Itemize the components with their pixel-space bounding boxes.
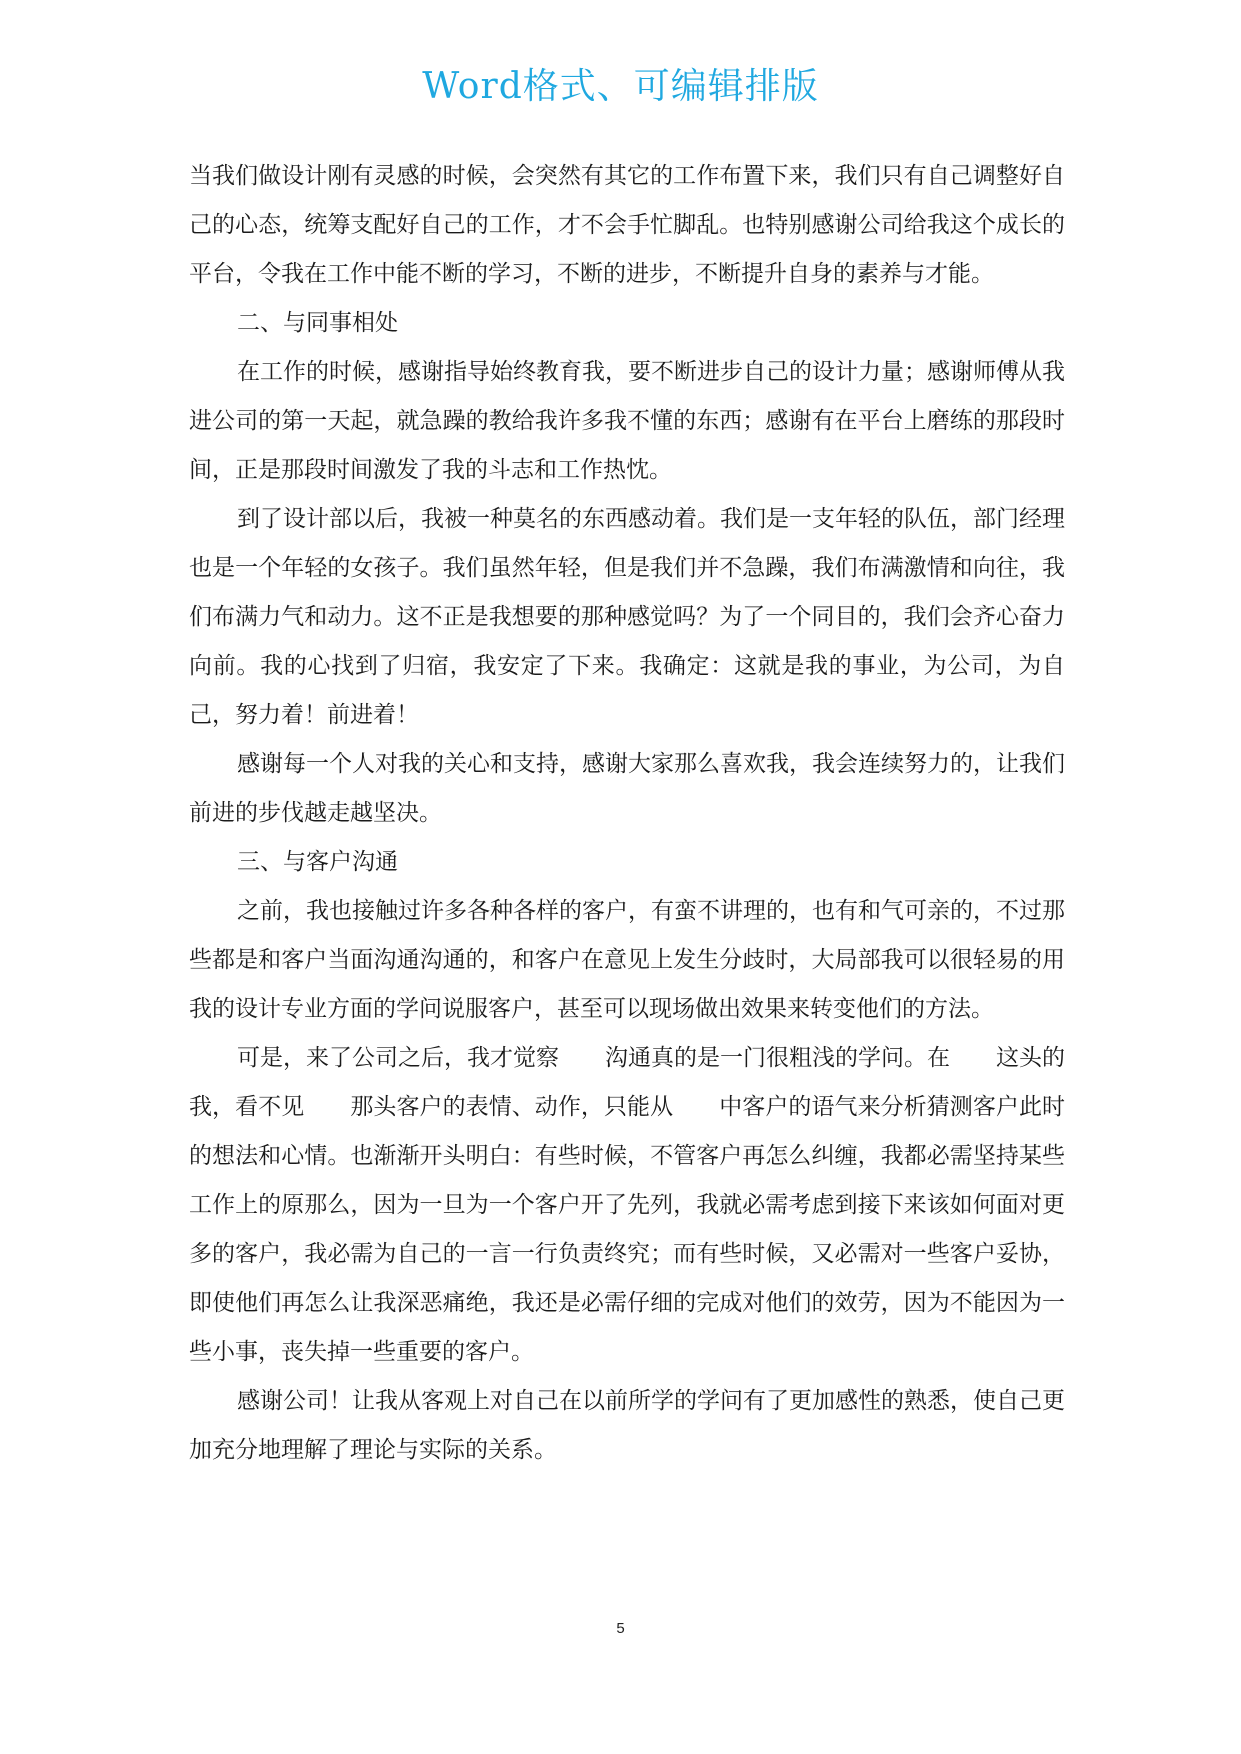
paragraph: 感谢公司！让我从客观上对自己在以前所学的学问有了更加感性的熟悉，使自己更加充分地理解了理论与实际的关系。 <box>189 1388 1065 1463</box>
paragraph: 当我们做设计刚有灵感的时候，会突然有其它的工作布置下来，我们只有自己调整好自己的心态，统筹支配好自己的工作，才不会手忙脚乱。也特别感谢公司给我这个成长的平台，令我在工作中能不断的学习，不断的进步，不断提升自身的素养与才能。 <box>189 163 1065 287</box>
paragraph: 感谢每一个人对我的关心和支持，感谢大家那么喜欢我，我会连续努力的，让我们前进的步伐越走越坚决。 <box>189 751 1065 826</box>
document-body <box>189 152 1065 1475</box>
paragraph: 之前，我也接触过许多各种各样的客户，有蛮不讲理的，也有和气可亲的，不过那些都是和客户当面沟通沟通的，和客户在意见上发生分歧时，大局部我可以很轻易的用我的设计专业方面的学问说服客户，甚至可以现场做出效果来转变他们的方法。 <box>189 898 1065 1022</box>
page-number: 5 <box>616 1620 625 1637</box>
paragraph: 在工作的时候，感谢指导始终教育我，要不断进步自己的设计力量；感谢师傅从我进公司的第一天起，就急躁的教给我许多我不懂的东西；感谢有在平台上磨练的那段时间，正是那段时间激发了我的斗志和工作热忱。 <box>189 359 1065 483</box>
section-heading-colleagues: 二、与同事相处 <box>237 310 398 336</box>
page-header-title: Word格式、可编辑排版 <box>422 66 819 107</box>
paragraph: 到了设计部以后，我被一种莫名的东西感动着。我们是一支年轻的队伍，部门经理也是一个年轻的女孩子。我们虽然年轻，但是我们并不急躁，我们布满激情和向往，我们布满力气和动力。这不正是我想要的那种感觉吗？为了一个同目的，我们会齐心奋力向前。我的心找到了归宿，我安定了下来。我确定：这就是我的事业，为公司，为自己，努力着！前进着！ <box>189 506 1065 728</box>
section-heading-customers: 三、与客户沟通 <box>237 849 398 875</box>
paragraph: 可是，来了公司之后，我才觉察 沟通真的是一门很粗浅的学问。在 这头的我，看不见 那头客户的表情、动作，只能从 中客户的语气来分析猜测客户此时的想法和心情。也渐渐开头明白：有些时候，不管客户再怎么纠缠，我都必需坚持某些工作上的原那么，因为一旦为一个客户开了先列，我就必需考虑到接下来该如何面对更多的客户，我必需为自己的一言一行负责终究；而有些时候，又必需对一些客户妥协，即使他们再怎么让我深恶痛绝，我还是必需仔细的完成对他们的效劳，因为不能因为一些小事，丧失掉一些重要的客户。 <box>189 1045 1065 1365</box>
